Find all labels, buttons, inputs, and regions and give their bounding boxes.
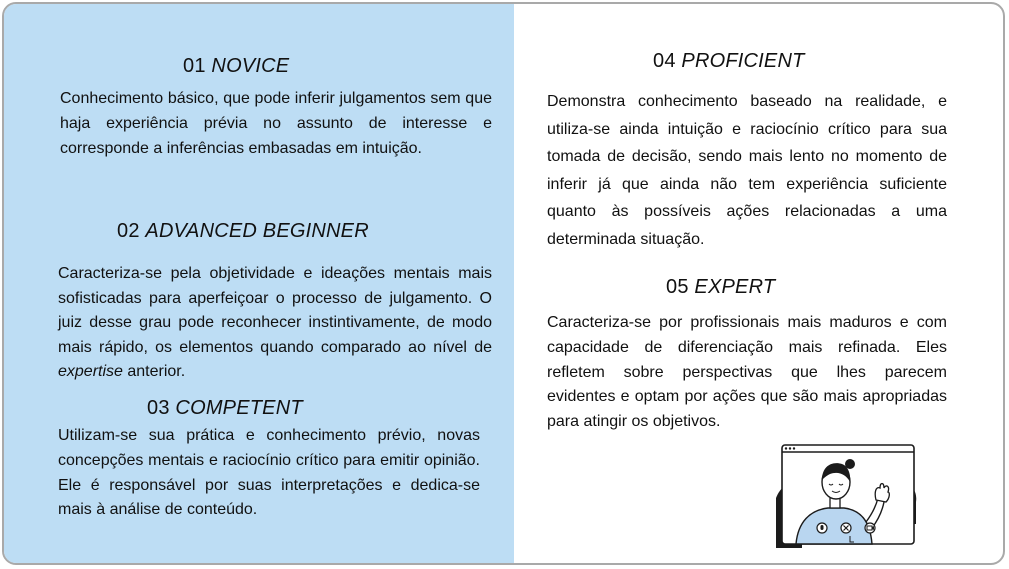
level-4-title: PROFICIENT	[681, 50, 805, 72]
level-5-number: 05	[666, 276, 689, 298]
level-1-heading	[183, 55, 289, 78]
level-2-title: ADVANCED BEGINNER	[145, 220, 369, 242]
level-4-number: 04	[653, 50, 676, 72]
level-2-text-emphasis: expertise	[58, 363, 123, 380]
level-3-heading	[147, 397, 303, 420]
level-5-text: Caracteriza-se por profissionais mais maduros e com capacidade de diferenciação mais refinada. Eles refletem sobre perspectivas que lhes parecem evidentes e optam por ações que são mais apropriadas para atingir os objetivos.	[547, 314, 947, 431]
level-1-number: 01	[183, 55, 206, 77]
level-2-number: 02	[117, 220, 140, 242]
level-4-heading	[653, 50, 805, 73]
video-call-person-waving-icon	[776, 444, 918, 548]
level-1-title: NOVICE	[211, 55, 290, 77]
level-4-text: Demonstra conhecimento baseado na realidade, e utiliza-se ainda intuição e raciocínio crítico para sua tomada de decisão, sendo mais lento no momento de inferir já que ainda não tem experiência suficiente quanto às possíveis ações relacionadas a uma determinada situação.	[547, 93, 947, 248]
level-2-heading	[117, 220, 369, 243]
level-2-text	[58, 262, 492, 385]
level-2-text-part: Caracteriza-se pela objetividade e ideações mentais mais sofisticadas para aperfeiçoar o processo de julgamento. O juiz desse grau pode reconhecer instintivamente, de modo mais rápido, os elementos quando comparado ao nível de	[58, 265, 492, 356]
level-3-number: 03	[147, 397, 170, 419]
infographic-card	[2, 2, 1005, 565]
level-3-text: Utilizam-se sua prática e conhecimento prévio, novas concepções mentais e raciocínio crítico para emitir opinião. Ele é responsável por suas interpretações e dedica-se mais à análise de conteúdo.	[58, 427, 480, 519]
level-5-title: EXPERT	[694, 276, 776, 298]
level-3-title: COMPETENT	[175, 397, 303, 419]
level-2-text-part: anterior.	[122, 363, 186, 380]
level-5-heading	[666, 276, 775, 299]
level-1-text: Conhecimento básico, que pode inferir julgamentos sem que haja experiência prévia no assunto de interesse e corresponde a inferências embasadas em intuição.	[60, 90, 492, 157]
